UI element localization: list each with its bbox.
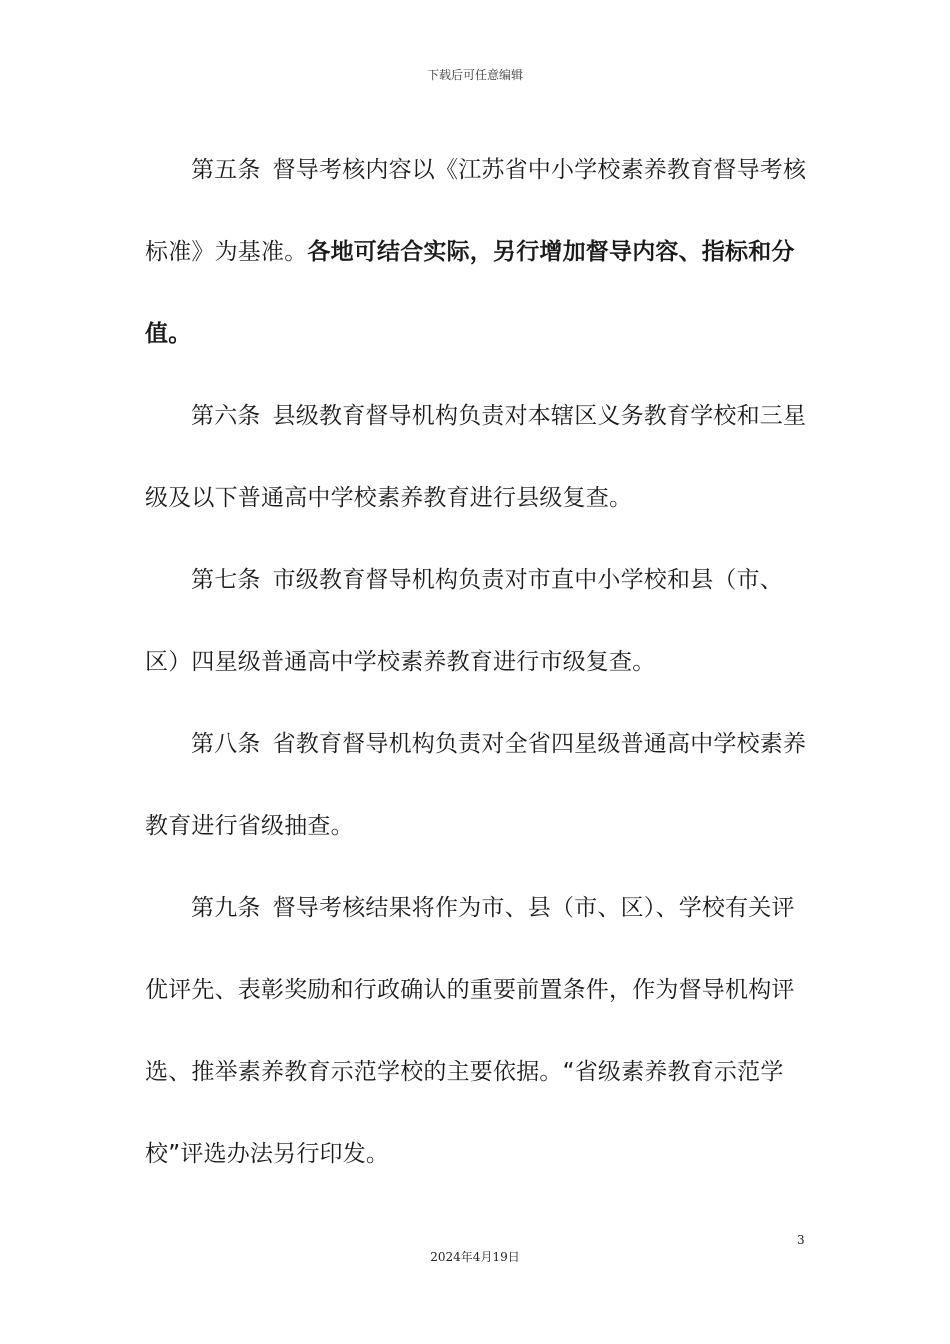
article-6 <box>145 375 817 539</box>
article-7-number: 第七条 <box>191 567 261 593</box>
page-header-note: 下载后可任意编辑 <box>426 68 523 82</box>
page-number: 3 <box>797 1233 805 1247</box>
page-footer-date: 2024年4月19日 <box>430 1250 520 1264</box>
article-5-bold-text: 各地可结合实际，另行增加督导内容、指标和分值。 <box>145 239 795 347</box>
article-5 <box>145 129 817 375</box>
article-9 <box>145 867 817 1195</box>
article-6-number: 第六条 <box>191 403 261 429</box>
article-7 <box>145 539 817 703</box>
article-5-text: 督导考核内容以《江苏省中小学校素养教育督导考核标准》为基准。 <box>145 157 807 265</box>
article-7-text: 市级教育督导机构负责对市直中小学校和县（市、区）四星级普通高中学校素养教育进行市级复查。 <box>145 567 784 675</box>
article-6-text: 县级教育督导机构负责对本辖区义务教育学校和三星级及以下普通高中学校素养教育进行县级复查。 <box>145 403 807 511</box>
article-8-text: 省教育督导机构负责对全省四星级普通高中学校素养教育进行省级抽查。 <box>145 731 807 839</box>
article-9-text: 督导考核结果将作为市、县（市、区）、学校有关评优评先、表彰奖励和行政确认的重要前置条件，作为督导机构评选、推举素养教育示范学校的主要依据。“省级素养教育示范学校”评选办法另行印发。 <box>145 895 795 1167</box>
article-8-number: 第八条 <box>191 731 261 757</box>
article-8 <box>145 703 817 867</box>
article-5-number: 第五条 <box>191 157 261 183</box>
document-body <box>145 129 817 1195</box>
article-9-number: 第九条 <box>191 895 261 921</box>
